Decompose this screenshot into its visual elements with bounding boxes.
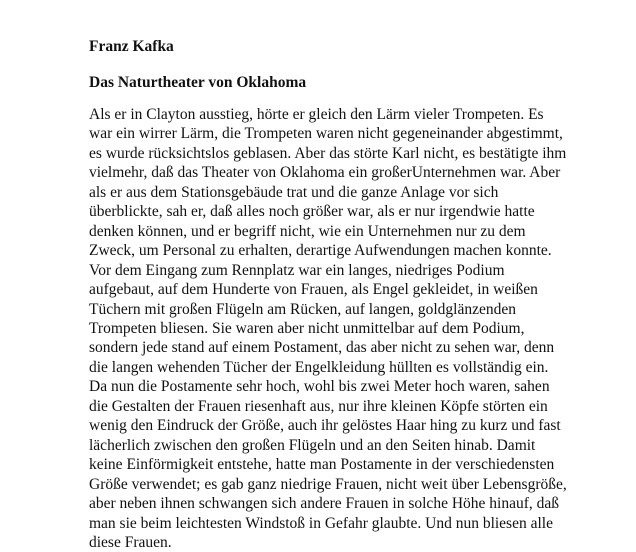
text-line: Vor dem Eingang zum Rennplatz war ein langes, niedriges Podium (89, 261, 505, 279)
text-line: war ein wirrer Lärm, die Trompeten waren nicht gegeneinander abgestimmt, (89, 125, 563, 143)
text-line: als er aus dem Stationsgebäude trat und die ganze Anlage vor sich (89, 183, 499, 201)
text-line: denken können, und er begriff nicht, wie ein Unternehmen nur zu dem (89, 222, 526, 240)
author-heading: Franz Kafka (89, 38, 174, 55)
story-title: Das Naturtheater von Oklahoma (89, 74, 307, 91)
text-line: die Gestalten der Frauen riesenhaft aus, nur ihre kleinen Köpfe störten ein (89, 397, 548, 415)
text-line: man sie beim leichtesten Windstoß in Gefahr glaubte. Und nun bliesen alle (89, 514, 553, 532)
text-line: lächerlich zwischen den großen Flügeln und an den Seiten hinab. Damit (89, 436, 536, 454)
text-line: diese Frauen. (89, 533, 172, 551)
document-page (89, 37, 609, 552)
story-body (89, 105, 609, 552)
text-line: Tüchern mit großen Flügeln am Rücken, auf langen, goldglänzenden (89, 300, 516, 318)
text-line: es wurde rücksichtslos geblasen. Aber das störte Karl nicht, es bestätigte ihm (89, 144, 567, 162)
text-line: Zweck, um Personal zu erhalten, derartige Aufwendungen machen konnte. (89, 242, 552, 260)
text-line: die langen wehenden Tücher der Engelkleidung hüllten es vollständig ein. (89, 358, 549, 376)
text-line: Als er in Clayton ausstieg, hörte er gleich den Lärm vieler Trompeten. Es (89, 106, 544, 123)
text-line: aber neben ihnen schwangen sich andere Frauen in solche Höhe hinauf, daß (89, 495, 559, 513)
text-line: Trompeten bliesen. Sie waren aber nicht unmittelbar auf dem Podium, (89, 319, 525, 337)
text-line: wenig den Eindruck der Größe, auch ihr gelöstes Haar hing zu kurz und fast (89, 417, 561, 435)
text-line: überblickte, sah er, daß alles noch größer war, als er nur irgendwie hatte (89, 203, 535, 221)
text-line: vielmehr, daß das Theater von Oklahoma ein großerUnternehmen war. Aber (89, 164, 561, 182)
text-line: Größe verwendet; es gab ganz niedrige Frauen, nicht weit über Lebensgröße, (89, 475, 567, 493)
text-line: keine Einförmigkeit entstehe, hatte man Postamente in der verschiedensten (89, 456, 555, 474)
text-line: aufgebaut, auf dem Hunderte von Frauen, als Engel gekleidet, in weißen (89, 281, 538, 299)
text-line: Da nun die Postamente sehr hoch, wohl bis zwei Meter hoch waren, sahen (89, 378, 550, 396)
text-line: sondern jede stand auf einem Postament, das aber nicht zu sehen war, denn (89, 339, 555, 357)
